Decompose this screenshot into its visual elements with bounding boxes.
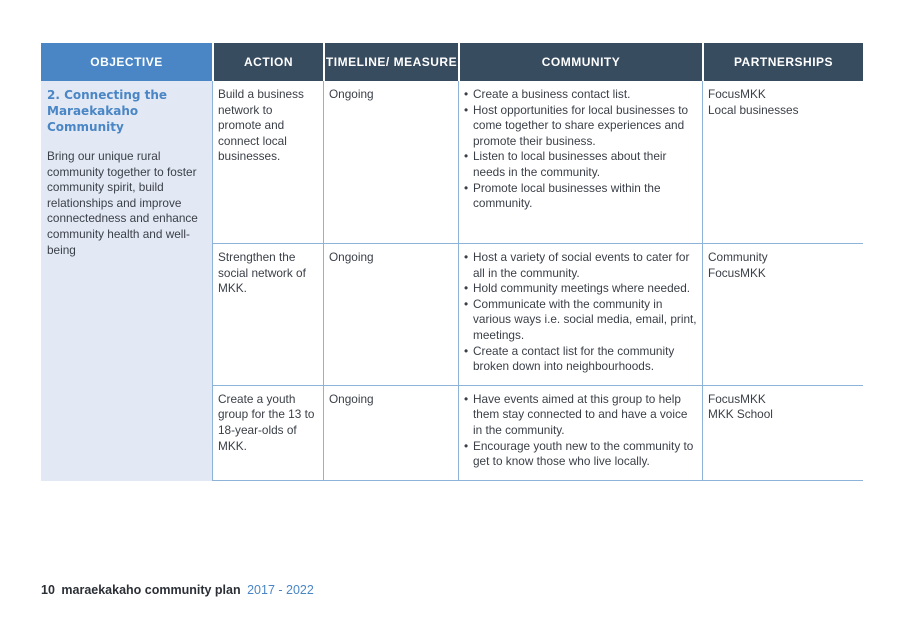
objective-title-line: Maraekakaho Community bbox=[47, 104, 139, 134]
partner-name: FocusMKK bbox=[708, 265, 766, 280]
objective-description: Bring our unique rural community together to foster community spirit, build relationships and improve connectedness and enhance community health and well-being bbox=[47, 149, 198, 257]
list-item: • Create a business contact list. bbox=[464, 87, 697, 103]
objective-title bbox=[47, 87, 206, 135]
list-item: • Host opportunities for local businesses to come together to share experiences and promote their business. bbox=[464, 103, 697, 150]
action-cell: Create a youth group for the 13 to 18-year-olds of MKK. bbox=[212, 386, 323, 481]
list-item: • Have events aimed at this group to help them stay connected to and have a voice in the community. bbox=[464, 392, 697, 439]
table-row bbox=[41, 81, 863, 244]
partnerships-cell bbox=[702, 244, 863, 386]
list-item: • Host a variety of social events to cater for all in the community. bbox=[464, 250, 697, 281]
partnerships-cell bbox=[702, 81, 863, 244]
partnerships-cell bbox=[702, 386, 863, 481]
community-list bbox=[464, 392, 697, 470]
header-community: COMMUNITY bbox=[458, 43, 702, 81]
list-item: • Create a contact list for the community broken down into neighbourhoods. bbox=[464, 344, 697, 375]
action-cell: Build a business network to promote and connect local businesses. bbox=[212, 81, 323, 244]
timeline-cell: Ongoing bbox=[323, 81, 458, 244]
header-objective: OBJECTIVE bbox=[41, 43, 212, 81]
community-cell bbox=[458, 81, 702, 244]
header-action: ACTION bbox=[212, 43, 323, 81]
community-plan-table bbox=[41, 43, 863, 481]
community-cell bbox=[458, 386, 702, 481]
table-header-row bbox=[41, 43, 863, 81]
partner-name: Local businesses bbox=[708, 102, 799, 117]
objective-cell bbox=[41, 81, 212, 481]
page-footer bbox=[41, 583, 314, 597]
community-list bbox=[464, 87, 697, 212]
objective-title-line: 2. Connecting the bbox=[47, 88, 168, 102]
list-item: • Listen to local businesses about their needs in the community. bbox=[464, 149, 697, 180]
header-timeline: TIMELINE/ MEASURE bbox=[323, 43, 458, 81]
plan-name: maraekakaho community plan bbox=[61, 583, 241, 597]
page-number: 10 bbox=[41, 583, 55, 597]
header-partnerships: PARTNERSHIPS bbox=[702, 43, 863, 81]
timeline-cell: Ongoing bbox=[323, 244, 458, 386]
list-item: • Promote local businesses within the community. bbox=[464, 181, 697, 212]
partner-name: FocusMKK bbox=[708, 391, 766, 406]
plan-years: 2017 - 2022 bbox=[247, 583, 314, 597]
action-cell: Strengthen the social network of MKK. bbox=[212, 244, 323, 386]
timeline-cell: Ongoing bbox=[323, 386, 458, 481]
partner-name: Community bbox=[708, 250, 768, 264]
partner-name: FocusMKK bbox=[708, 87, 766, 101]
community-cell bbox=[458, 244, 702, 386]
list-item: • Encourage youth new to the community to get to know those who live locally. bbox=[464, 439, 697, 470]
partner-name: MKK School bbox=[708, 407, 773, 422]
list-item: • Communicate with the community in various ways i.e. social media, email, print, meetings. bbox=[464, 297, 697, 344]
list-item: • Hold community meetings where needed. bbox=[464, 281, 697, 297]
community-list bbox=[464, 250, 697, 375]
